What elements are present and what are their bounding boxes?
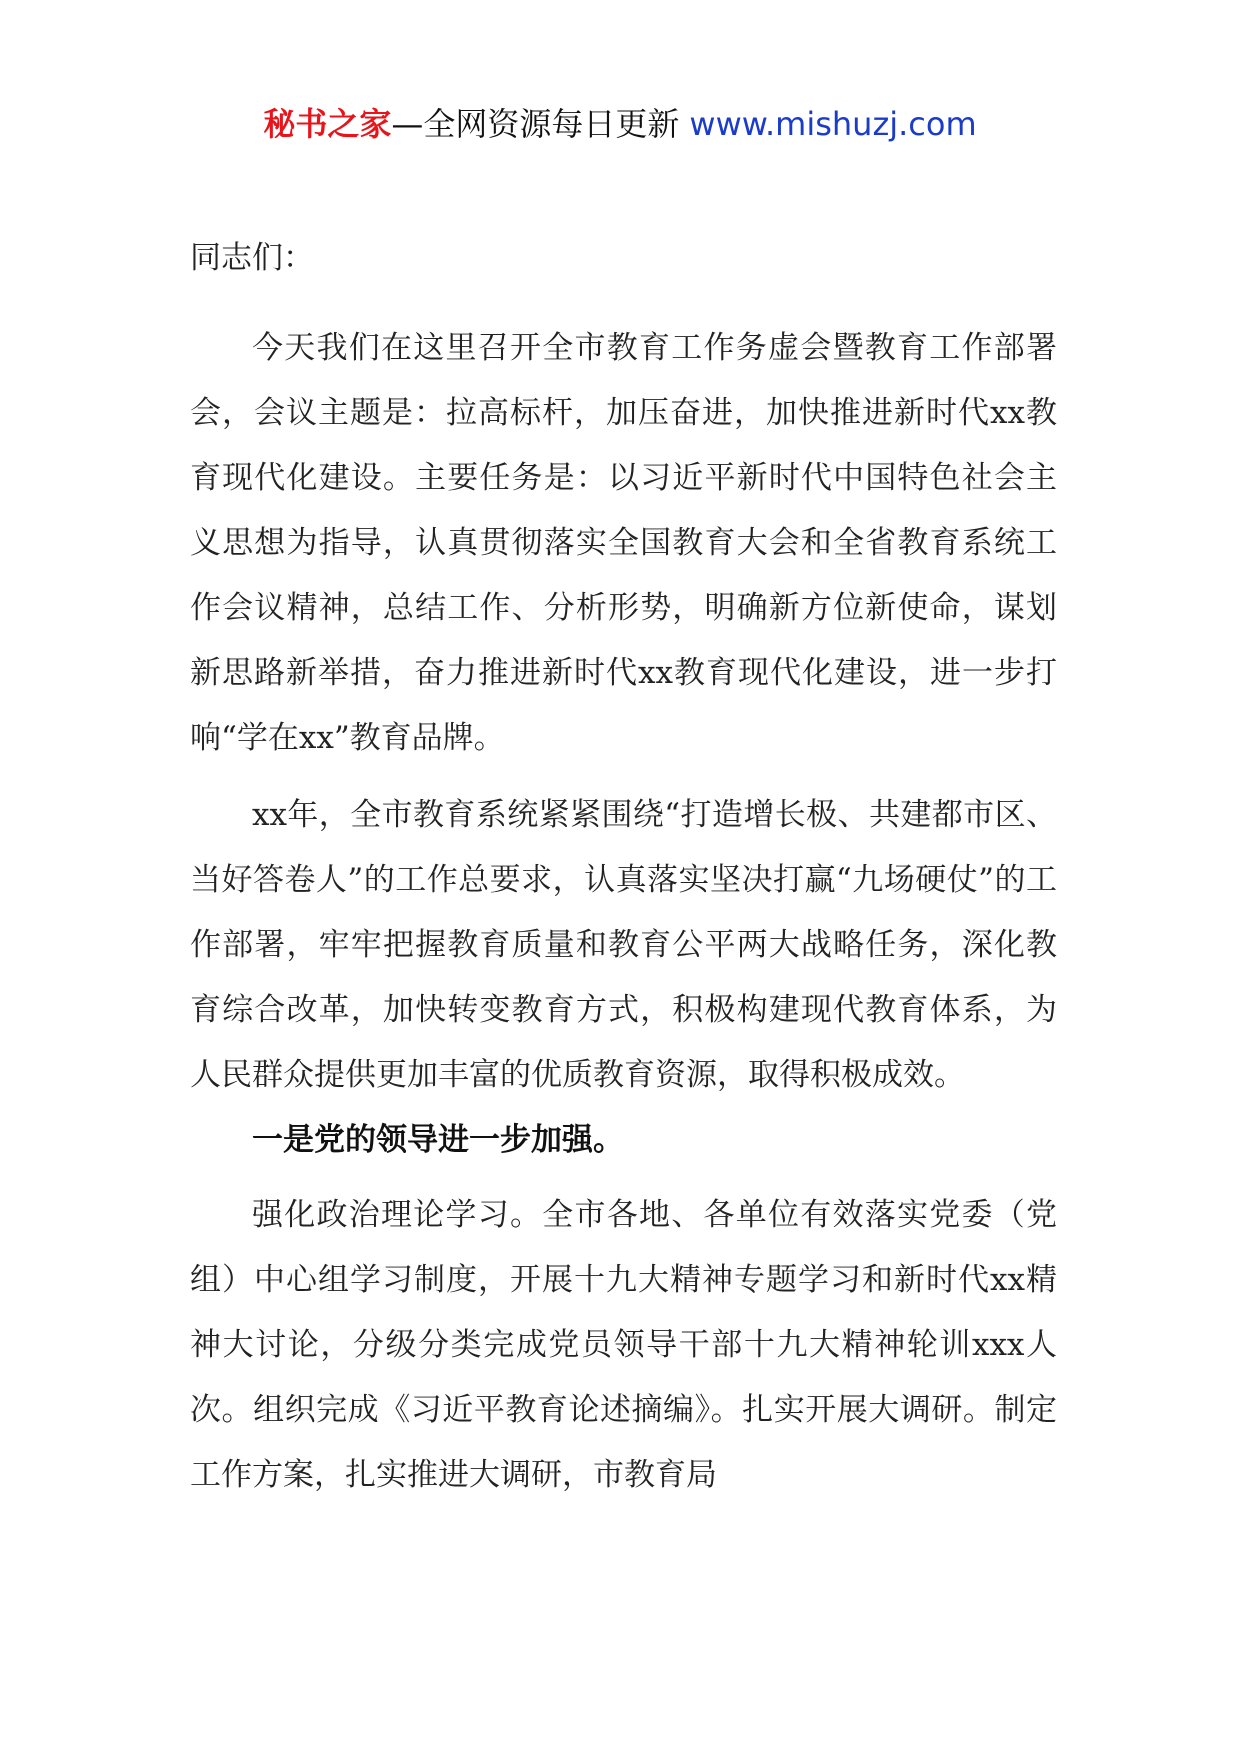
section-heading: 一是党的领导进一步加强。 [252,1122,624,1158]
site-tagline: —全网资源每日更新 [391,105,680,143]
paragraph-summary: xx年，全市教育系统紧紧围绕“打造增长极、共建都市区、当好答卷人”的工作总要求，认真落实坚决打赢“九场硬仗”的工作部署，牢牢把握教育质量和教育公平两大战略任务，深化教育综合改革，加快转变教育方式，积极构建现代教育体系，为人民群众提供更加丰富的优质教育资源，取得积极成效。 [190,797,1057,1093]
paragraph-party-leadership: 强化政治理论学习。全市各地、各单位有效落实党委（党组）中心组学习制度，开展十九大精神专题学习和新时代xx精神大讨论，分级分类完成党员领导干部十九大精神轮训xxx人次。组织完成《习近平教育论述摘编》。扎实开展大调研。制定工作方案，扎实推进大调研，市教育局 [190,1197,1057,1493]
site-header [0,100,1240,148]
site-brand: 秘书之家 [263,105,392,143]
paragraph-opening: 今天我们在这里召开全市教育工作务虚会暨教育工作部署会，会议主题是：拉高标杆，加压奋进，加快推进新时代xx教育现代化建设。主要任务是：以习近平新时代中国特色社会主义思想为指导，认真贯彻落实全国教育大会和全省教育系统工作会议精神，总结工作、分析形势，明确新方位新使命，谋划新思路新举措，奋力推进新时代xx教育现代化建设，进一步打响“学在xx”教育品牌。 [190,330,1057,756]
document-body [190,226,1057,1508]
salutation: 同志们： [190,240,314,276]
site-url-link[interactable]: www.mishuzj.com [689,105,977,143]
